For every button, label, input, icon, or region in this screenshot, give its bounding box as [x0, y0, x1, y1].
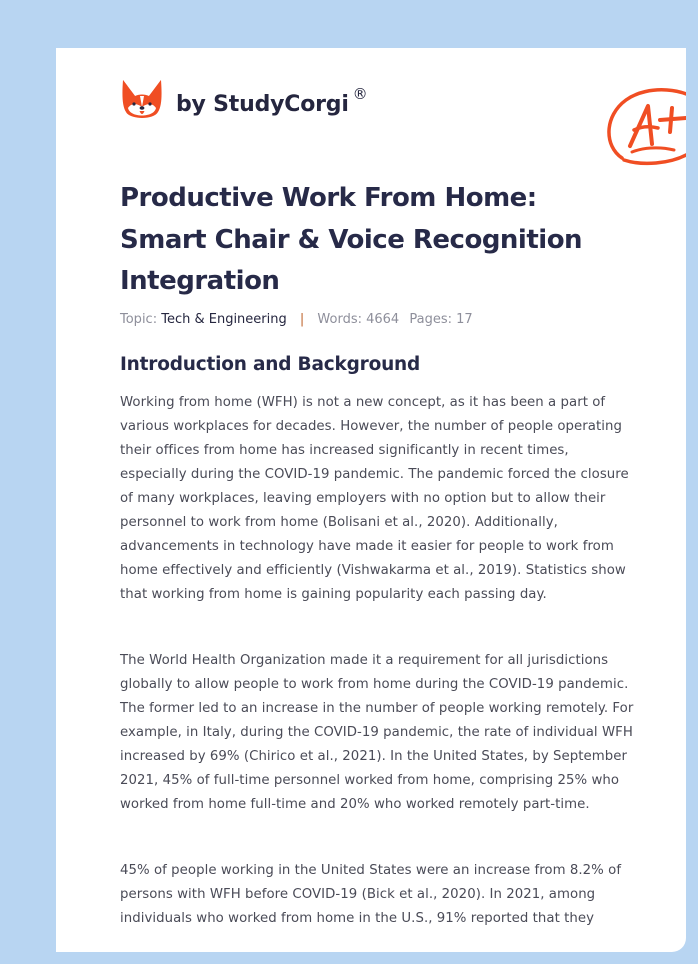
document-title: Productive Work From Home: Smart Chair & Voice Recognition Integration [120, 183, 583, 296]
paragraph: Working from home (WFH) is not a new concept, as it has been a part of various workplaces for decades. However, the number of people operating their offices from home has increased significantly in recent times, especially during the COVID-19 pandemic. The pandemic forced the closure of many workplaces, leaving employers with no option but to allow their personnel to work from home (Bolisani et al., 2020). Additionally, advancements in technology have made it easier for people to work from home effectively and efficiently (Vishwakarma et al., 2019). Statistics show that working from home is gaining popularity each passing day. [120, 395, 629, 602]
document-card [56, 48, 686, 952]
topic-link[interactable]: Tech & Engineering [161, 312, 287, 327]
topic-label: Topic: [120, 312, 158, 327]
document-meta [120, 312, 473, 327]
a-plus-grade-icon [602, 86, 686, 168]
studycorgi-logo[interactable] [120, 76, 367, 124]
word-count: Words: 4664 [317, 312, 400, 327]
corgi-face-icon [120, 76, 164, 124]
page-count: Pages: 17 [409, 312, 473, 327]
registered-mark: ® [352, 84, 368, 103]
section-heading: Introduction and Background [120, 354, 421, 375]
brand-name: by StudyCorgi ® [176, 84, 368, 117]
paragraph: 45% of people working in the United States were an increase from 8.2% of persons with WFH before COVID-19 (Bick et al., 2020). In 2021, among individuals who worked from home in the U.S., 91% reported that they [120, 863, 622, 926]
header [120, 76, 650, 146]
meta-separator: | [299, 312, 305, 327]
paragraph: The World Health Organization made it a requirement for all jurisdictions globally to allow people to work from home during the COVID-19 pandemic. The former led to an increase in the number of people working remotely. For example, in Italy, during the COVID-19 pandemic, the rate of individual WFH increased by 69% (Chirico et al., 2021). In the United States, by September 2021, 45% of full-time personnel worked from home, comprising 25% who worked from home full-time and 20% who worked remotely part-time. [120, 653, 634, 812]
